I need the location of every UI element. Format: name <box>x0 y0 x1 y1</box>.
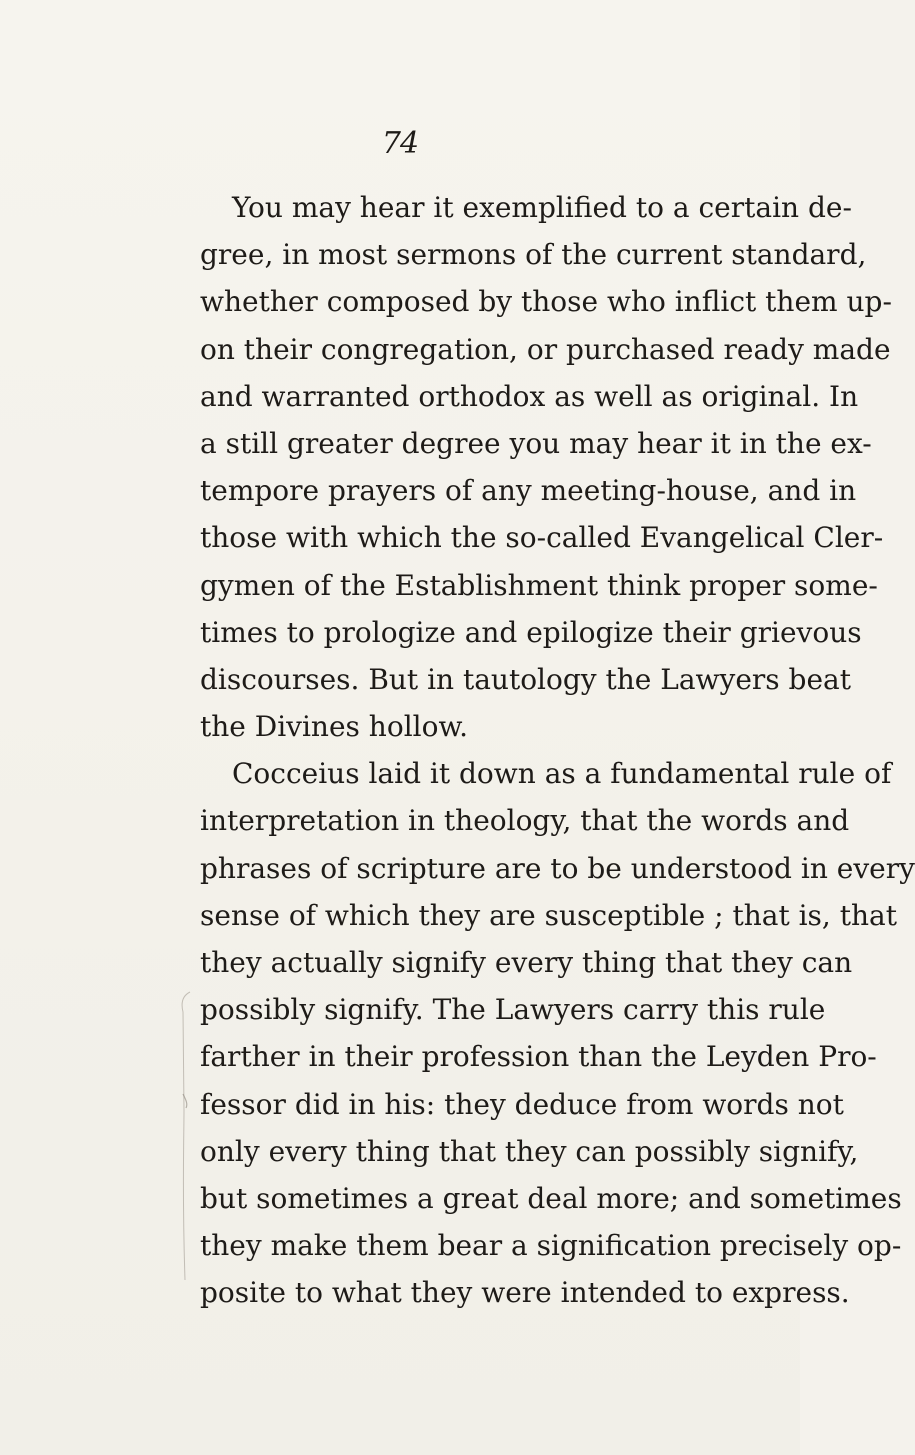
margin-pencil-mark <box>178 990 196 1290</box>
text-line: whether composed by those who inflict them up- <box>200 285 892 319</box>
text-line: the Divines hollow. <box>200 710 469 744</box>
text-line: tempore prayers of any meeting-house, and in <box>200 474 857 508</box>
text-line: Cocceius laid it down as a fundamental rule of <box>232 757 892 791</box>
page-number: 74 <box>381 126 419 161</box>
paragraph-2 <box>200 750 915 1316</box>
text-line: You may hear it exemplified to a certain de- <box>232 191 852 224</box>
text-line: phrases of scripture are to be understood in every <box>200 851 915 885</box>
text-line: but sometimes a great deal more; and sometimes <box>200 1181 902 1215</box>
text-line: a still greater degree you may hear it in the ex- <box>200 426 872 460</box>
text-line: fessor did in his: they deduce from words not <box>200 1087 844 1121</box>
text-line: posite to what they were intended to express. <box>200 1276 850 1310</box>
body-text <box>200 184 915 1317</box>
text-line: those with which the so-called Evangelical Cler- <box>200 521 884 555</box>
text-line: on their congregation, or purchased ready made <box>200 332 891 366</box>
text-line: farther in their profession than the Leyden Pro- <box>200 1040 877 1074</box>
paragraph-1 <box>200 184 892 750</box>
text-line: times to prologize and epilogize their grievous <box>200 615 862 649</box>
text-line: only every thing that they can possibly signify, <box>200 1134 859 1168</box>
text-line: possibly signify. The Lawyers carry this rule <box>200 993 826 1027</box>
text-line: discourses. But in tautology the Lawyers beat <box>200 662 851 696</box>
text-line: they actually signify every thing that they can <box>200 946 853 979</box>
text-line: interpretation in theology, that the words and <box>200 804 850 838</box>
text-line: they make them bear a signification precisely op- <box>200 1229 902 1263</box>
text-line: gree, in most sermons of the current standard, <box>200 238 867 272</box>
text-line: sense of which they are susceptible ; that is, that <box>200 898 897 932</box>
text-line: gymen of the Establishment think proper some- <box>200 568 878 602</box>
text-line: and warranted orthodox as well as original. In <box>200 379 859 413</box>
